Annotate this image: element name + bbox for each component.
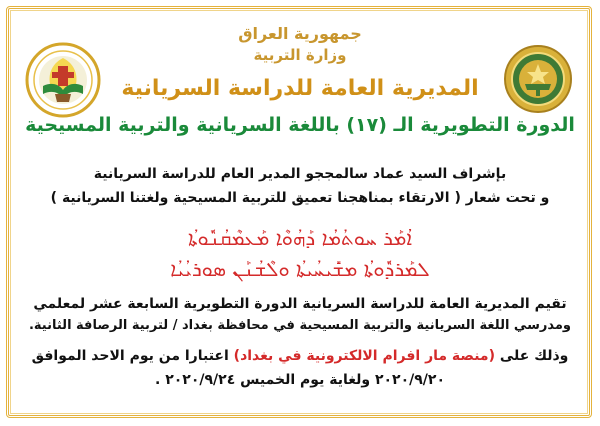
- course-title: الدورة التطويرية الـ (١٧) باللغة السريانية والتربية المسيحية: [25, 114, 575, 136]
- announcement-line-3-start: وذلك على: [495, 348, 569, 364]
- syriac-slogan-line-2: ܠܡܰܪܕܽܘܬܳܐ ܡܫܺܝܚܳܝܬܳܐ ܘܠܶܫܳܢܰܢ ܣܘܪܝܳܝܳܐ: [170, 257, 430, 281]
- syriac-slogan-line-1: ܐܳܡܰܪ ܚܘܬܳܡܳܐ ܕܰܗܳܘܶܐ ܡܰܥܡܶܩܳܢܽܘܬܳܐ: [187, 226, 413, 250]
- ministry-title: وزارة التربية: [253, 46, 347, 64]
- republic-title: جمهورية العراق: [238, 24, 362, 43]
- announcement-line-1: تقيم المديرية العامة للدراسة السريانية الدورة التطويرية السابعة عشر لمعلمي: [33, 296, 567, 312]
- supervision-line: بإشراف السيد عماد سالمججو المدير العام للدراسة السريانية: [93, 166, 507, 182]
- announcement-dates: ٢٠٢٠/٩/٢٠ ولغاية يوم الخميس ٢٠٢٠/٩/٢٤ .: [155, 372, 445, 388]
- directorate-title: المديرية العامة للدراسة السريانية: [121, 76, 479, 101]
- announcement-line-3: [20, 348, 580, 364]
- slogan-line: و تحت شعار ( الارتقاء بمناهجنا تعميق للتربية المسيحية ولغتنا السريانية ): [50, 190, 550, 206]
- platform-name: (منصة مار افرام الالكترونية في بغداد): [233, 348, 495, 364]
- announcement-line-2: ومدرسي اللغة السريانية والتربية المسيحية في محافظة بغداد / لتربية الرصافة الثانية.: [28, 318, 571, 333]
- announcement-line-3-end: اعتبارا من يوم الاحد الموافق: [31, 348, 234, 364]
